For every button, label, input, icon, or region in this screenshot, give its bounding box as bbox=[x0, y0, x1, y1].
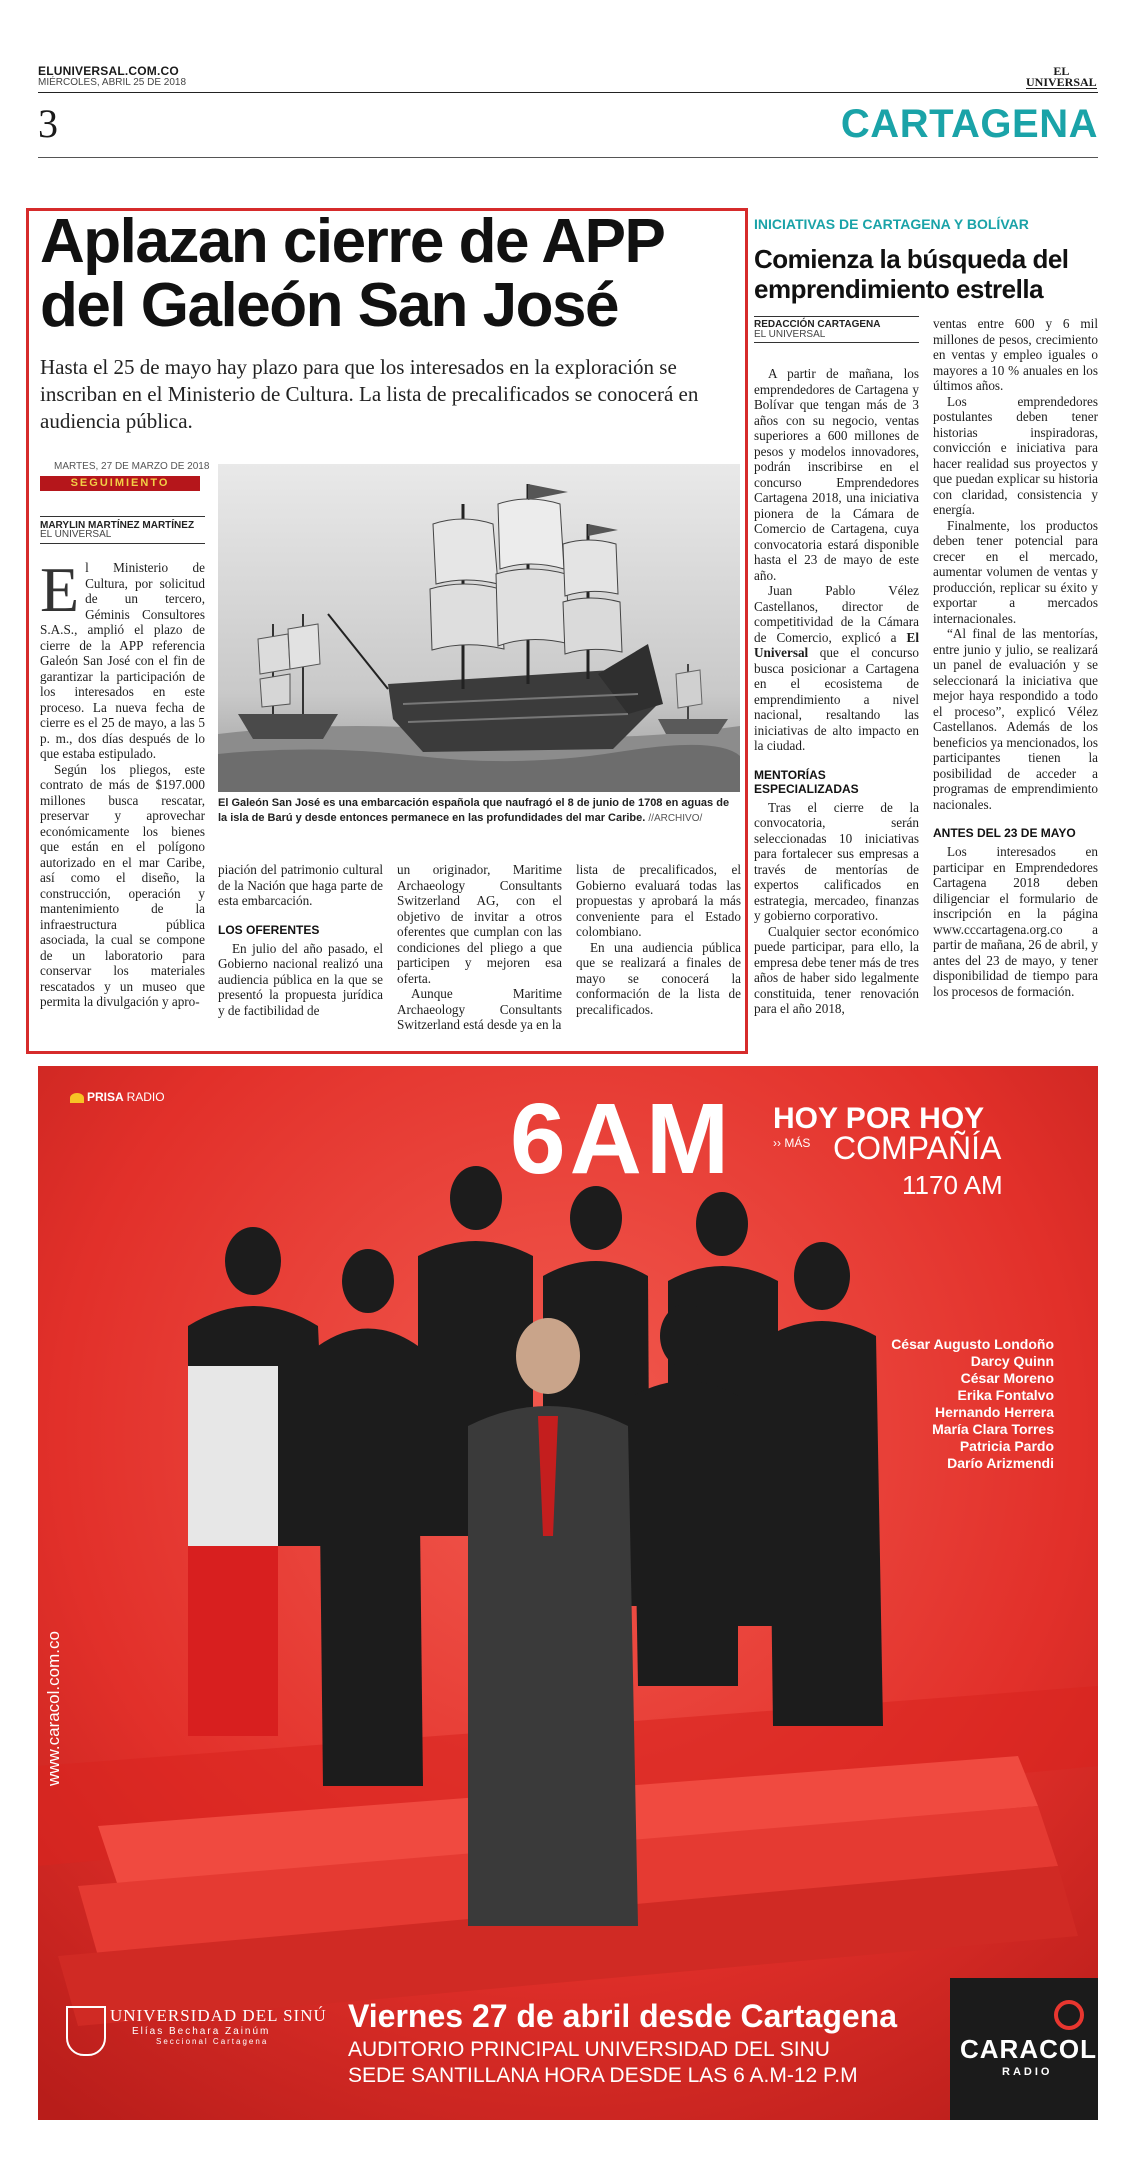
event-time: SEDE SANTILLANA HORA DESDE LAS 6 A.M-12 P.M bbox=[348, 2064, 858, 2087]
prisa-label: PRISA bbox=[87, 1090, 124, 1104]
issue-date: MIÉRCOLES, ABRIL 25 DE 2018 bbox=[38, 77, 187, 88]
article-deck: Hasta el 25 de mayo hay plazo para que los interesados en la exploración se inscriban en el Ministerio de Cultura. La lista de precalificados se conocerá en audiencia pública. bbox=[40, 355, 699, 433]
header-rule bbox=[38, 92, 1098, 93]
side-column-2 bbox=[933, 316, 1098, 999]
event-date: Viernes 27 de abril desde Cartagena bbox=[348, 1998, 897, 2034]
frequency-label: 1170 AM bbox=[902, 1170, 1003, 1200]
caracol-wordmark: CARACOL bbox=[960, 2034, 1097, 2064]
main-column-4 bbox=[576, 862, 741, 1017]
body-paragraph: Aunque Maritime Archaeology Consultants Switzerland está desde ya en la bbox=[397, 986, 562, 1032]
drop-cap: E bbox=[40, 554, 80, 625]
body-paragraph: Cualquier sector económico puede participar, para ello, la empresa debe tener más de tres años de haber sido legalmente constituida, tener renovación para el año 2018, bbox=[754, 923, 919, 1016]
body-paragraph: Finalmente, los productos deben tener potencial para crecer en el mercado, aumentar volumen de ventas y producción, replicar su éxito y exportar a mercados internacionales. bbox=[933, 517, 1098, 626]
body-paragraph: Según los pliegos, este contrato de más de $197.000 millones busca rescatar, preservar y aprovechar económicamente los bienes que están en el polígono autorizado en el mar Caribe, así como el diseño, la construcción, operación y mantenimiento de la infraestructura pública asociada, la cual se compone de un laboratorio para conservar los materiales rescatados y un museo que permita la divulgación y apro- bbox=[40, 761, 205, 1009]
body-paragraph bbox=[754, 583, 919, 754]
subheading: LOS OFERENTES bbox=[218, 922, 320, 937]
caracol-circle-icon bbox=[1054, 2000, 1084, 2030]
section-tag: SEGUIMIENTO bbox=[40, 476, 200, 491]
host-name: César Augusto Londoño bbox=[891, 1336, 1054, 1352]
side-headline: Comienza la búsqueda del emprendimiento estrella bbox=[754, 244, 1069, 304]
main-headline bbox=[40, 207, 740, 340]
side-org: EL UNIVERSAL bbox=[754, 329, 919, 343]
galleon-illustration bbox=[218, 464, 740, 792]
mas-label: ›› MÁS bbox=[773, 1136, 811, 1150]
body-paragraph: “Al final de las mentorías, entre junio y julio, se realizará un panel de evaluación y se seleccionará la iniciativa que mejor haya respondido a todo el proceso”, explicó Vélez Castellanos. Además de los beneficios ya mencionados, los participantes tienen la posibilidad de acceder a programas de emprendimiento nacionales. bbox=[933, 626, 1098, 812]
host-name: María Clara Torres bbox=[932, 1421, 1054, 1437]
host-name: Hernando Herrera bbox=[934, 1404, 1054, 1420]
main-column-2 bbox=[218, 862, 383, 1018]
paragraph-text: Juan Pablo Vélez Castellanos, director de competitividad de la Cámara de Comercio, explicó a bbox=[754, 583, 919, 645]
prisa-logo bbox=[70, 1090, 165, 1104]
paragraph-text: que el concurso busca posicionar a Cartagena en el ecosistema de emprendimiento a nivel nacional, resaltando las iniciativas de alto impacto en la ciudad. bbox=[754, 645, 919, 753]
body-paragraph: un originador, Maritime Archaeology Consultants Switzerland AG, con el objetivo de invitar a otros oferentes que cumplan con las condiciones del pliego a que participen y mejoren esa oferta. bbox=[397, 862, 562, 986]
caracol-radio-label: RADIO bbox=[1002, 2066, 1053, 2078]
host-name: César Moreno bbox=[960, 1370, 1054, 1386]
section-title: CARTAGENA bbox=[840, 102, 1098, 146]
body-paragraph: Tras el cierre de la convocatoria, serán seleccionadas 10 iniciativas para fortalecer sus empresas a través de mentorías de expertos calificados en estrategia, mercadeo, finanzas y gobierno corporativo. bbox=[754, 799, 919, 923]
side-kicker: INICIATIVAS DE CARTAGENA Y BOLÍVAR bbox=[754, 216, 1029, 232]
event-venue: AUDITORIO PRINCIPAL UNIVERSIDAD DEL SINU bbox=[348, 2038, 830, 2061]
university-subtitle: Elías Bechara Zainúm bbox=[132, 2026, 271, 2037]
author-org: EL UNIVERSAL bbox=[40, 529, 205, 544]
headline-line1: Aplazan cierre de APP bbox=[40, 207, 665, 276]
caracol-url[interactable]: www.caracol.com.co bbox=[44, 1631, 63, 1786]
side-column-1 bbox=[754, 366, 919, 1017]
hosts-list bbox=[891, 1336, 1054, 1472]
show-title-6am: 6AM bbox=[510, 1083, 734, 1195]
body-paragraph bbox=[40, 554, 205, 762]
photo-caption bbox=[218, 796, 740, 826]
side-byline: REDACCIÓN CARTAGENA bbox=[754, 316, 919, 330]
body-paragraph: ventas entre 600 y 6 mil millones de pesos, crecimiento en ventas y empleo iguales o mayores a 10 % anuales en los últimos años. bbox=[933, 316, 1098, 393]
subheading: MENTORÍAS ESPECIALIZADAS bbox=[754, 767, 859, 796]
body-paragraph: piación del patrimonio cultural de la Nación que haga parte de esta embarcación. bbox=[218, 862, 383, 908]
prisa-icon bbox=[70, 1093, 84, 1103]
host-name: Darío Arizmendi bbox=[947, 1455, 1054, 1471]
host-name: Patricia Pardo bbox=[959, 1438, 1054, 1454]
compania-label: COMPAÑÍA bbox=[833, 1130, 1002, 1166]
author-byline: MARYLIN MARTÍNEZ MARTÍNEZ bbox=[40, 516, 205, 531]
site-name: ELUNIVERSAL.COM.CO bbox=[38, 64, 179, 78]
body-paragraph: Los interesados en participar en Emprendedores Cartagena 2018 deben diligenciar el formulario de inscripción en la página www.cccartagena.org.co a partir de mañana, 26 de abril, y antes del 23 de mayo, y tener disponibilidad de tiempo para los procesos de formación. bbox=[933, 844, 1098, 999]
logo-line1: EL bbox=[1053, 64, 1070, 78]
body-paragraph: En una audiencia pública que se realizará a finales de mayo se conocerá la conformación de la lista de precalificados. bbox=[576, 939, 741, 1017]
prisa-radio-label: RADIO bbox=[126, 1090, 165, 1104]
body-paragraph: A partir de mañana, los emprendedores de Cartagena y Bolívar que tengan más de 3 años con su negocio, ventas superiores a 600 millones de pesos y modelos innovadores, podrán inscribirse en el concurso Emprendedores Cartagena 2018, una iniciativa pionera de la Cámara de Comercio de Cartagena, cuya convocatoria estará disponible hasta el 23 de mayo de este año. bbox=[754, 366, 919, 583]
radio-advertisement[interactable] bbox=[38, 1066, 1098, 2120]
subheading: ANTES DEL 23 DE MAYO bbox=[933, 826, 1076, 840]
main-column-1 bbox=[40, 554, 205, 1010]
university-crest-icon bbox=[66, 2006, 106, 2056]
caracol-radio-logo[interactable] bbox=[950, 1978, 1098, 2120]
university-city: Seccional Cartagena bbox=[156, 2037, 269, 2046]
university-logo bbox=[66, 2006, 356, 2046]
ad-background bbox=[38, 1066, 1098, 2120]
host-name: Darcy Quinn bbox=[970, 1353, 1054, 1369]
page-number: 3 bbox=[38, 101, 58, 146]
photo-credit: //ARCHIVO/ bbox=[648, 813, 703, 824]
body-paragraph: Los emprendedores postulantes deben tener historias inspiradoras, convicción e iniciativa para hacer realidad sus proyectos y que puedan explicar su historia con claridad, consistencia y energía. bbox=[933, 393, 1098, 517]
caption-text: El Galeón San José es una embarcación española que naufragó el 8 de junio de 1708 en aguas de la isla de Barú y desde entonces permanece en las profundidades del mar Caribe. bbox=[218, 797, 730, 824]
body-paragraph: En julio del año pasado, el Gobierno nacional realizó una audiencia pública en la que se presentó la propuesta jurídica y de factibilidad de bbox=[218, 940, 383, 1018]
logo-line2: UNIVERSAL bbox=[1026, 75, 1097, 89]
paragraph-text: l Ministerio de Cultura, por solicitud de un tercero, Géminis Consultores S.A.S., amplió el plazo de cierre de la APP referencia Galeón San José con el fin de garantizar la participación de los interesados en este proceso. La nueva fecha de cierre es el 25 de mayo, a las 5 p. m., dos días después de lo que estaba estipulado. bbox=[40, 560, 205, 761]
university-name: UNIVERSIDAD DEL SINÚ bbox=[110, 2006, 327, 2025]
section-rule bbox=[38, 157, 1098, 158]
article-date: MARTES, 27 DE MARZO DE 2018 bbox=[54, 461, 210, 472]
main-column-3 bbox=[397, 862, 562, 1033]
host-name: Erika Fontalvo bbox=[957, 1387, 1054, 1403]
body-paragraph: lista de precalificados, el Gobierno evaluará todas las propuestas y aprobará la más conveniente para el Estado colombiano. bbox=[576, 862, 741, 939]
paragraph-emphasis: El Universal bbox=[754, 629, 919, 660]
headline-line2: del Galeón San José bbox=[40, 271, 618, 340]
hoy-por-hoy-label: HOY POR HOY bbox=[773, 1102, 985, 1135]
galleon-photo bbox=[218, 464, 740, 792]
newspaper-logo bbox=[1026, 66, 1097, 89]
